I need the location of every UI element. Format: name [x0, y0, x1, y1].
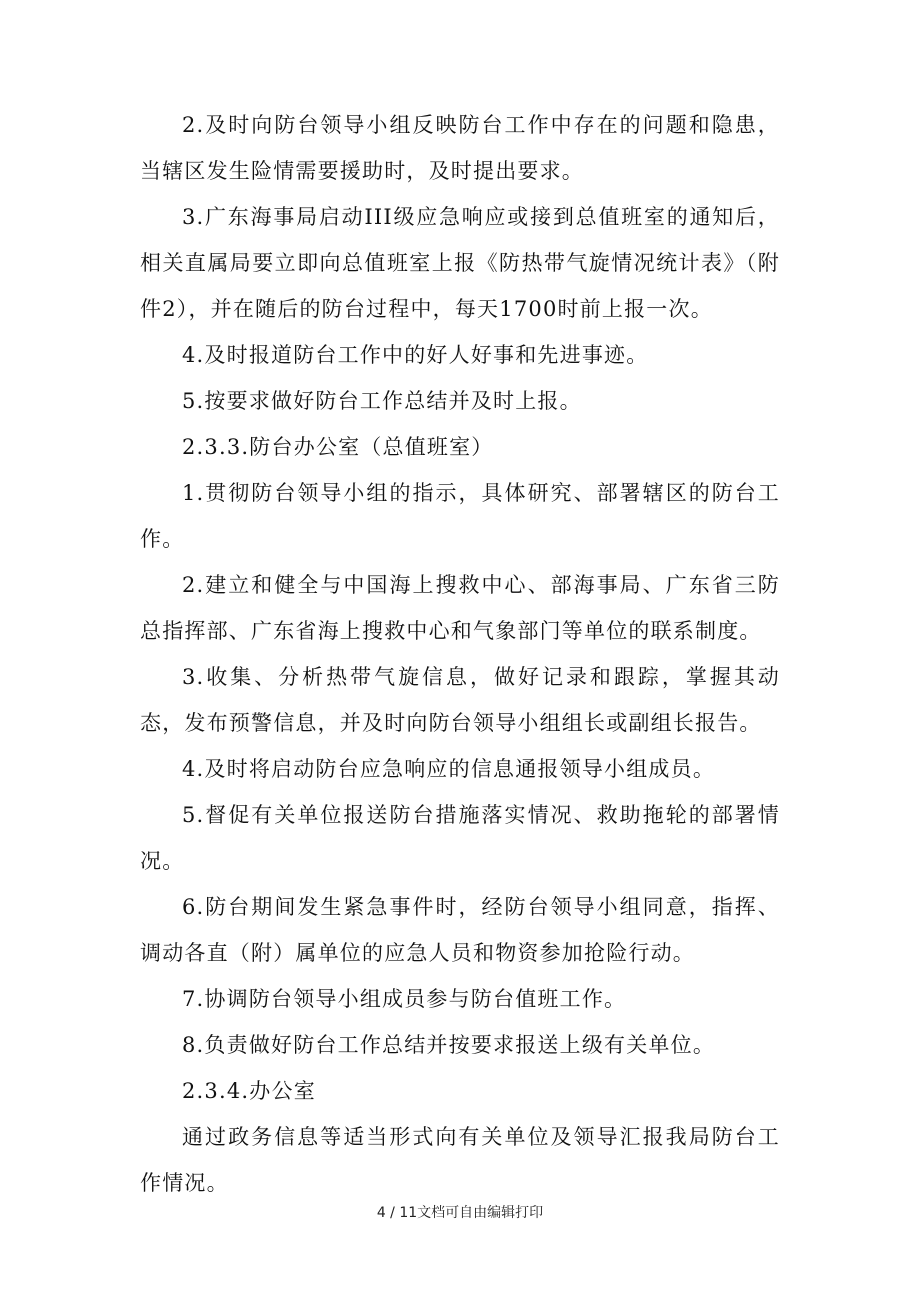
paragraph-11: 6.防台期间发生紧急事件时，经防台领导小组同意，指挥、调动各直（附）属单位的应急人员和物资参加抢险行动。: [140, 895, 780, 965]
page-footer: 4 / 11文档可自由编辑打印: [376, 1205, 544, 1221]
paragraph-8: 3.收集、分析热带气旋信息，做好记录和跟踪，掌握其动态，发布预警信息，并及时向防台领导小组组长或副组长报告。: [140, 665, 780, 735]
paragraph-6: 1.贯彻防台领导小组的指示，具体研究、部署辖区的防台工作。: [140, 481, 780, 551]
paragraph-1: 2.及时向防台领导小组反映防台工作中存在的问题和隐患，当辖区发生险情需要援助时，及时提出要求。: [140, 113, 780, 183]
paragraph-2: 3.广东海事局启动III级应急响应或接到总值班室的通知后，相关直属局要立即向总值班室上报《防热带气旋情况统计表》（附件2），并在随后的防台过程中，每天1700时前上报一次。: [140, 205, 780, 321]
paragraph-7: 2.建立和健全与中国海上搜救中心、部海事局、广东省三防总指挥部、广东省海上搜救中心和气象部门等单位的联系制度。: [140, 573, 780, 643]
section-heading-2-3-3: 2.3.3.防台办公室（总值班室）: [182, 435, 494, 459]
paragraph-15: 通过政务信息等适当形式向有关单位及领导汇报我局防台工作情况。: [140, 1125, 780, 1195]
section-heading-2-3-4: 2.3.4.办公室: [182, 1079, 316, 1103]
document-body: [140, 102, 780, 1206]
paragraph-13: 8.负责做好防台工作总结并按要求报送上级有关单位。: [182, 1033, 716, 1057]
paragraph-10: 5.督促有关单位报送防台措施落实情况、救助拖轮的部署情况。: [140, 803, 780, 873]
paragraph-3: 4.及时报道防台工作中的好人好事和先进事迹。: [182, 343, 649, 367]
paragraph-9: 4.及时将启动防台应急响应的信息通报领导小组成员。: [182, 757, 716, 781]
paragraph-4: 5.按要求做好防台工作总结并及时上报。: [182, 389, 582, 413]
paragraph-12: 7.协调防台领导小组成员参与防台值班工作。: [182, 987, 627, 1011]
